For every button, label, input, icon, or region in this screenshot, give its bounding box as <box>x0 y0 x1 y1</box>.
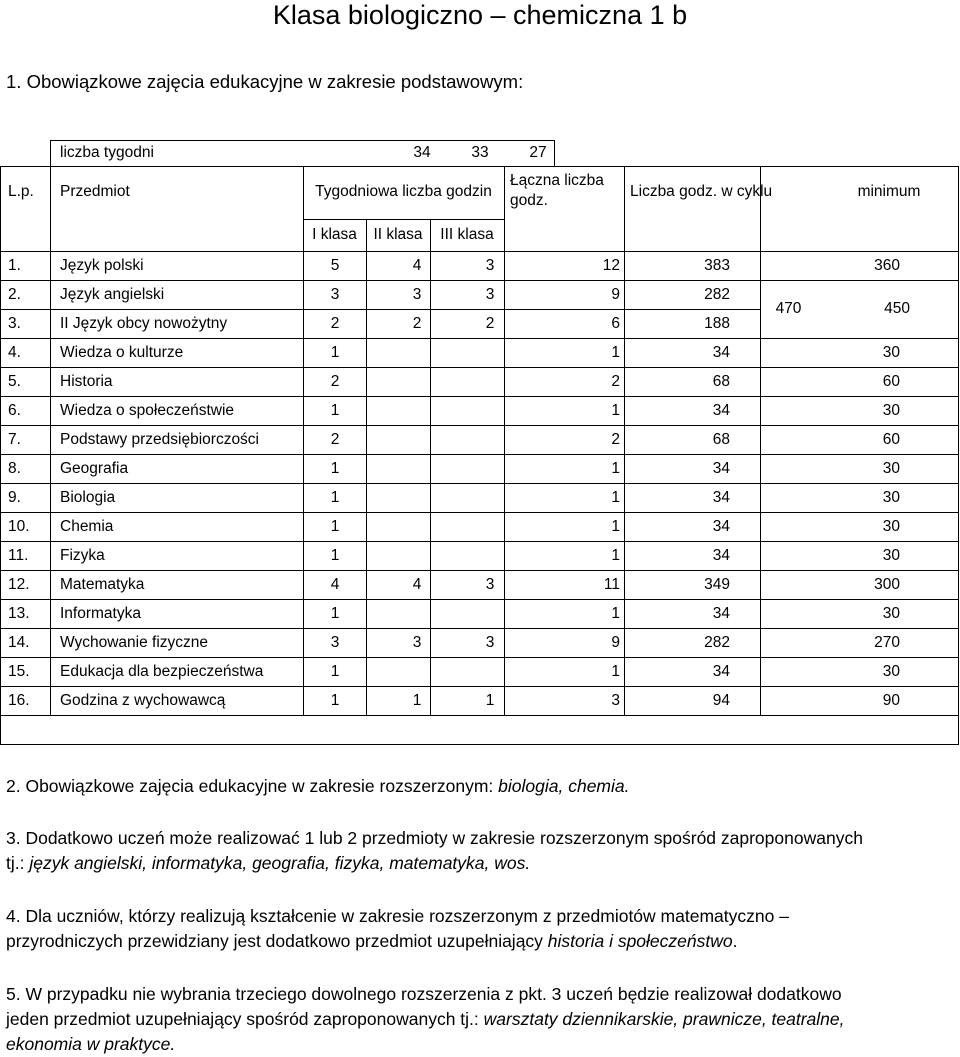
paragraph-2-text: 2. Obowiązkowe zajęcia edukacyjne w zakresie rozszerzonym: <box>6 776 499 796</box>
cycle-hours: 383 <box>704 257 730 274</box>
class-label: I klasa <box>312 226 357 243</box>
class-2-hours: 4 <box>412 576 422 593</box>
subject-name: Informatyka <box>60 605 141 622</box>
total-hours: 12 <box>602 257 620 274</box>
paragraph-2-subjects: biologia, chemia. <box>498 776 630 796</box>
class-1-hours: 4 <box>330 576 340 593</box>
weeks-value: 33 <box>471 144 489 161</box>
paragraph-3-lead: tj.: <box>6 853 30 873</box>
subject-name: II Język obcy nowożytny <box>60 315 228 332</box>
cycle-hours: 68 <box>712 373 730 390</box>
minimum-hours: 30 <box>882 547 900 564</box>
class-1-hours: 1 <box>330 460 340 477</box>
table-border <box>0 338 958 339</box>
total-hours: 11 <box>603 576 620 593</box>
class-1-hours: 3 <box>330 286 340 303</box>
table-border <box>0 166 1 745</box>
subject-name: Historia <box>60 373 113 390</box>
paragraph-3-line-2 <box>6 851 956 876</box>
minimum-hours: 30 <box>882 402 900 419</box>
subject-name: Fizyka <box>60 547 105 564</box>
class-2-hours: 3 <box>412 286 422 303</box>
paragraph-4-end: . <box>732 931 738 951</box>
table-border <box>0 396 958 397</box>
total-hours: 1 <box>611 344 620 361</box>
row-number: 15. <box>8 663 30 680</box>
class-1-hours: 3 <box>330 634 340 651</box>
subject-name: Godzina z wychowawcą <box>60 692 226 709</box>
class-1-hours: 2 <box>330 315 340 332</box>
table-border <box>0 744 958 745</box>
table-border <box>760 166 761 715</box>
minimum-hours: 60 <box>882 373 900 390</box>
table-border <box>0 599 958 600</box>
row-number: 14. <box>8 634 30 651</box>
class-1-hours: 1 <box>330 692 340 709</box>
class-2-hours: 4 <box>412 257 422 274</box>
total-hours: 6 <box>611 315 620 332</box>
cycle-hours: 34 <box>712 605 730 622</box>
minimum-hours: 300 <box>874 576 900 593</box>
cycle-hours: 34 <box>712 460 730 477</box>
class-label: III klasa <box>440 226 494 243</box>
cycle-hours: 94 <box>712 692 730 709</box>
paragraph-5-subjects: warsztaty dziennikarskie, prawnicze, teatralne, <box>483 1009 845 1029</box>
subject-name: Geografia <box>60 460 129 477</box>
page-title: Klasa biologiczno – chemiczna 1 b <box>272 0 688 30</box>
total-hours: 9 <box>611 286 620 303</box>
row-number: 8. <box>8 460 21 477</box>
paragraph-5 <box>6 982 956 1057</box>
minimum-hours: 90 <box>882 692 900 709</box>
table-border <box>0 454 958 455</box>
paragraph-5-subjects-end: ekonomia w praktyce. <box>6 1034 176 1054</box>
class-3-hours: 3 <box>485 286 495 303</box>
cycle-hours: 282 <box>704 286 730 303</box>
class-3-hours: 3 <box>485 257 495 274</box>
column-header-minimum: minimum <box>857 183 921 200</box>
table-border <box>0 657 958 658</box>
table-border <box>958 166 959 745</box>
subject-name: Język polski <box>60 257 144 274</box>
row-number: 13. <box>8 605 30 622</box>
column-header-cycle-hours: Liczba godz. w cyklu <box>630 183 773 200</box>
table-border <box>0 483 958 484</box>
paragraph-5-line-2 <box>6 1007 956 1032</box>
subject-name: Język angielski <box>60 286 165 303</box>
total-hours: 1 <box>611 460 620 477</box>
weeks-label: liczba tygodni <box>60 144 154 161</box>
cycle-hours: 34 <box>712 489 730 506</box>
table-border <box>0 512 958 513</box>
merged-cycle-hours: 470 <box>775 300 802 317</box>
row-number: 4. <box>8 344 21 361</box>
cycle-hours: 34 <box>712 547 730 564</box>
class-1-hours: 1 <box>330 489 340 506</box>
class-3-hours: 1 <box>485 692 495 709</box>
minimum-hours: 30 <box>882 518 900 535</box>
total-hours: 2 <box>611 373 620 390</box>
table-border <box>0 309 760 310</box>
subject-name: Biologia <box>60 489 116 506</box>
total-hours: 2 <box>611 431 620 448</box>
table-border <box>504 166 505 715</box>
minimum-hours: 270 <box>874 634 900 651</box>
subject-name: Wychowanie fizyczne <box>60 634 209 651</box>
row-number: 11. <box>8 547 29 564</box>
table-border <box>0 425 958 426</box>
total-hours: 3 <box>611 692 620 709</box>
cycle-hours: 34 <box>712 402 730 419</box>
column-header-lp: L.p. <box>8 183 34 200</box>
minimum-hours: 60 <box>882 431 900 448</box>
total-hours: 1 <box>611 547 620 564</box>
paragraph-2 <box>6 774 956 799</box>
paragraph-3-line-1: 3. Dodatkowo uczeń może realizować 1 lub 2 przedmioty w zakresie rozszerzonym spośród zaproponowanych <box>6 828 863 848</box>
paragraph-4-line-2 <box>6 929 956 954</box>
total-hours: 9 <box>611 634 620 651</box>
minimum-hours: 30 <box>882 605 900 622</box>
table-border <box>0 686 958 687</box>
paragraph-4-lead: przyrodniczych przewidziany jest dodatkowo przedmiot uzupełniający <box>6 931 548 951</box>
class-1-hours: 1 <box>330 344 340 361</box>
table-border <box>50 140 554 141</box>
class-3-hours: 3 <box>485 576 495 593</box>
row-number: 10. <box>8 518 30 535</box>
cycle-hours: 188 <box>704 315 730 332</box>
row-number: 5. <box>8 373 21 390</box>
table-border <box>0 367 958 368</box>
table-border <box>50 140 51 715</box>
row-number: 9. <box>8 489 21 506</box>
class-1-hours: 2 <box>330 373 340 390</box>
table-border <box>624 166 625 715</box>
total-hours: 1 <box>611 605 620 622</box>
table-border <box>0 570 958 571</box>
subject-name: Wiedza o kulturze <box>60 344 184 361</box>
column-header-total-hours: Łączna liczba godz. <box>510 172 604 209</box>
cycle-hours: 34 <box>712 518 730 535</box>
class-1-hours: 1 <box>330 547 340 564</box>
paragraph-4-line-1: 4. Dla uczniów, którzy realizują kształcenie w zakresie rozszerzonym z przedmiotów matematyczno – <box>6 906 789 926</box>
total-hours: 1 <box>611 402 620 419</box>
class-1-hours: 1 <box>330 402 340 419</box>
table-border <box>0 628 958 629</box>
weeks-value: 34 <box>413 144 431 161</box>
table-border <box>0 541 958 542</box>
minimum-hours: 30 <box>882 663 900 680</box>
class-2-hours: 3 <box>412 634 422 651</box>
class-1-hours: 5 <box>330 257 340 274</box>
paragraph-4 <box>6 904 956 954</box>
table-border <box>0 280 958 281</box>
subject-name: Podstawy przedsiębiorczości <box>60 431 260 448</box>
class-1-hours: 1 <box>330 605 340 622</box>
subject-name: Matematyka <box>60 576 145 593</box>
paragraph-5-line-3 <box>6 1032 956 1057</box>
paragraph-5-lead: jeden przedmiot uzupełniający spośród zaproponowanych tj.: <box>6 1009 484 1029</box>
row-number: 6. <box>8 402 21 419</box>
class-3-hours: 2 <box>485 315 495 332</box>
class-1-hours: 1 <box>330 518 340 535</box>
table-border <box>366 219 367 715</box>
section-1-heading: 1. Obowiązkowe zajęcia edukacyjne w zakresie podstawowym: <box>6 71 524 92</box>
subject-name: Edukacja dla bezpieczeństwa <box>60 663 264 680</box>
subject-name: Chemia <box>60 518 114 535</box>
row-number: 2. <box>8 286 21 303</box>
merged-minimum-hours: 450 <box>884 300 910 317</box>
class-label: II klasa <box>373 226 423 243</box>
table-border <box>0 715 958 716</box>
cycle-hours: 34 <box>712 344 730 361</box>
class-1-hours: 2 <box>330 431 340 448</box>
cycle-hours: 34 <box>712 663 730 680</box>
cycle-hours: 68 <box>712 431 730 448</box>
class-3-hours: 3 <box>485 634 495 651</box>
cycle-hours: 282 <box>704 634 730 651</box>
row-number: 7. <box>8 431 21 448</box>
table-border <box>0 166 958 167</box>
row-number: 12. <box>8 576 30 593</box>
total-hours: 1 <box>611 518 620 535</box>
column-header-weekly-hours: Tygodniowa liczba godzin <box>315 183 492 200</box>
paragraph-3-subjects: język angielski, informatyka, geografia, fizyka, matematyka, wos. <box>29 853 531 873</box>
column-header-subject: Przedmiot <box>60 183 130 200</box>
class-1-hours: 1 <box>330 663 340 680</box>
total-hours: 1 <box>611 489 620 506</box>
paragraph-5-line-1: 5. W przypadku nie wybrania trzeciego dowolnego rozszerzenia z pkt. 3 uczeń będzie realizował dodatkowo <box>6 984 842 1004</box>
row-number: 1. <box>8 257 21 274</box>
minimum-hours: 30 <box>882 489 900 506</box>
minimum-hours: 360 <box>874 257 900 274</box>
table-border <box>0 251 958 252</box>
paragraph-3 <box>6 826 956 876</box>
table-border <box>303 219 504 220</box>
class-2-hours: 1 <box>412 692 422 709</box>
minimum-hours: 30 <box>882 344 900 361</box>
row-number: 3. <box>8 315 21 332</box>
class-2-hours: 2 <box>412 315 422 332</box>
total-hours: 1 <box>611 663 620 680</box>
paragraph-4-subjects: historia i społeczeństwo <box>547 931 733 951</box>
subject-name: Wiedza o społeczeństwie <box>60 402 235 419</box>
row-number: 16. <box>8 692 30 709</box>
minimum-hours: 30 <box>882 460 900 477</box>
cycle-hours: 349 <box>704 576 730 593</box>
weeks-value: 27 <box>529 144 547 161</box>
table-border <box>303 166 304 715</box>
